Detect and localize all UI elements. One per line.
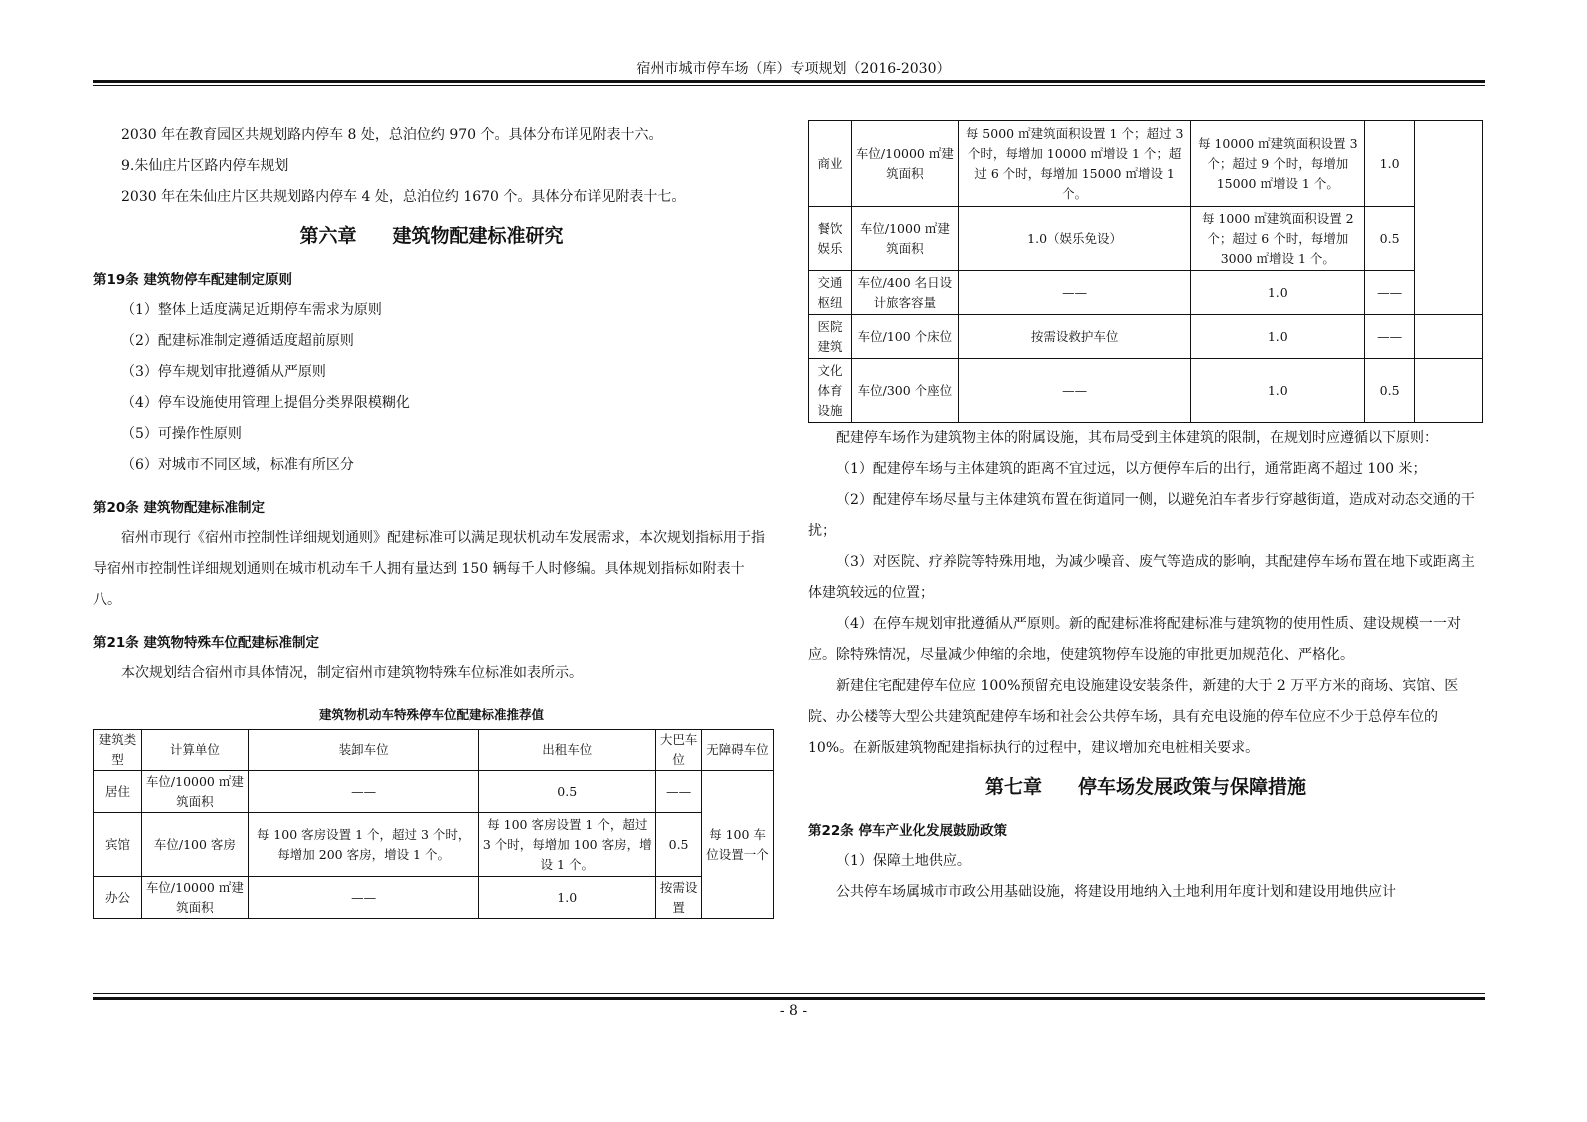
chapter-6-heading bbox=[93, 219, 770, 253]
table-cell: 商业 bbox=[809, 121, 852, 207]
article-20-text: 宿州市现行《宿州市控制性详细规划通则》配建标准可以满足现状机动车发展需求，本次规划指标用于指导宿州市控制性详细规划通则在城市机动车千人拥有量达到 150 辆每千人时修编。具体规划指标如附表十八。 bbox=[93, 530, 765, 608]
table-cell: 办公 bbox=[94, 877, 142, 919]
chapter-6-title: 建筑物配建标准研究 bbox=[392, 225, 564, 247]
table-cell: 车位/1000 ㎡建筑面积 bbox=[851, 207, 958, 271]
table-cell: 0.5 bbox=[1365, 207, 1415, 271]
article-22-title: 第22条 停车产业化发展鼓励政策 bbox=[808, 823, 1007, 839]
table-cell: 1.0 bbox=[479, 877, 656, 919]
table-cell: 0.5 bbox=[656, 813, 702, 877]
chapter-7-number: 第七章 bbox=[984, 776, 1042, 798]
table-cell: 车位/10000 ㎡建筑面积 bbox=[141, 771, 248, 813]
table-header-cell: 出租车位 bbox=[479, 730, 656, 771]
principle-item: （4）在停车规划审批遵循从严原则。新的配建标准将配建标准与建筑物的使用性质、建设规模一一对应。除特殊情况，尽量减少伸缩的余地，使建筑物停车设施的审批更加规范化、严格化。 bbox=[808, 616, 1461, 663]
table-cell: 1.0（娱乐免设） bbox=[958, 207, 1191, 271]
paragraph-jiaoyu: 2030 年在教育园区共规划路内停车 8 处，总泊位约 970 个。具体分布详见附表十六。 bbox=[121, 127, 663, 143]
table-row bbox=[809, 359, 1483, 423]
table-cell: 每 5000 ㎡建筑面积设置 1 个；超过 3 个时，每增加 10000 ㎡增设 1 个；超过 6 个时，每增加 15000 ㎡增设 1 个。 bbox=[958, 121, 1191, 207]
table-row bbox=[809, 121, 1483, 207]
principle-item: （3）停车规划审批遵循从严原则 bbox=[121, 364, 326, 380]
chapter-7-title: 停车场发展政策与保障措施 bbox=[1078, 776, 1307, 798]
principle-item: （2）配建标准制定遵循适度超前原则 bbox=[121, 333, 354, 349]
table-cell: 宾馆 bbox=[94, 813, 142, 877]
paragraph-zhuxian: 2030 年在朱仙庄片区共规划路内停车 4 处，总泊位约 1670 个。具体分布详见附表十七。 bbox=[121, 189, 686, 205]
right-column bbox=[808, 120, 1483, 908]
table-cell: 0.5 bbox=[479, 771, 656, 813]
principle-item: （4）停车设施使用管理上提倡分类界限模糊化 bbox=[121, 395, 410, 411]
chapter-6-number: 第六章 bbox=[299, 225, 357, 247]
principle-item: （5）可操作性原则 bbox=[121, 426, 242, 442]
chapter-7-heading bbox=[808, 770, 1483, 804]
table-cell-barrier-free-merged bbox=[1415, 121, 1483, 271]
principle-item: （2）配建停车场尽量与主体建筑布置在街道同一侧，以避免泊车者步行穿越街道，造成对动态交通的干扰； bbox=[808, 492, 1475, 539]
table-caption: 建筑物机动车特殊停车位配建标准推荐值 bbox=[318, 707, 544, 722]
table-cell: —— bbox=[1365, 271, 1415, 315]
table-cell bbox=[1415, 271, 1483, 315]
article-22-item-1: （1）保障土地供应。 bbox=[836, 853, 971, 869]
table-cell: 每 1000 ㎡建筑面积设置 2 个；超过 6 个时，每增加 3000 ㎡增设 1 个。 bbox=[1191, 207, 1365, 271]
table-cell: 0.5 bbox=[1365, 359, 1415, 423]
table-row bbox=[94, 813, 774, 877]
principle-item: （6）对城市不同区域，标准有所区分 bbox=[121, 457, 354, 473]
table-cell: 文化体育设施 bbox=[809, 359, 852, 423]
table-cell: 车位/10000 ㎡建筑面积 bbox=[851, 121, 958, 207]
table-header-cell: 建筑类型 bbox=[94, 730, 142, 771]
table-cell: 按需设置 bbox=[656, 877, 702, 919]
table-row bbox=[809, 271, 1483, 315]
page-number: - 8 - bbox=[779, 1003, 808, 1019]
table-cell: —— bbox=[958, 271, 1191, 315]
table-cell: —— bbox=[248, 877, 479, 919]
table-cell bbox=[1415, 315, 1483, 359]
table-header-cell: 计算单位 bbox=[141, 730, 248, 771]
special-parking-table-continued bbox=[808, 120, 1483, 423]
table-cell: 1.0 bbox=[1365, 121, 1415, 207]
table-cell: 1.0 bbox=[1191, 271, 1365, 315]
table-cell: 车位/100 个床位 bbox=[851, 315, 958, 359]
footer-rule-thin bbox=[93, 993, 1485, 994]
table-row bbox=[809, 315, 1483, 359]
paragraph-intro: 配建停车场作为建筑物主体的附属设施，其布局受到主体建筑的限制，在规划时应遵循以下原则： bbox=[836, 430, 1438, 446]
article-22-text: 公共停车场属城市市政公用基础设施，将建设用地纳入土地利用年度计划和建设用地供应计 bbox=[836, 884, 1396, 900]
table-row bbox=[94, 771, 774, 813]
table-cell: —— bbox=[656, 771, 702, 813]
principle-item: （1）配建停车场与主体建筑的距离不宜过远，以方便停车后的出行，通常距离不超过 100 米； bbox=[836, 461, 1427, 477]
principle-item: （3）对医院、疗养院等特殊用地，为减少噪音、废气等造成的影响，其配建停车场布置在地下或距离主体建筑较远的位置； bbox=[808, 554, 1475, 601]
table-cell-barrier-free: 每 100 车位设置一个 bbox=[702, 771, 774, 919]
table-cell: 居住 bbox=[94, 771, 142, 813]
table-header-cell: 无障碍车位 bbox=[702, 730, 774, 771]
header-rule-thin bbox=[93, 85, 1485, 86]
table-row bbox=[809, 207, 1483, 271]
table-header-cell: 大巴车位 bbox=[656, 730, 702, 771]
article-21-title: 第21条 建筑物特殊车位配建标准制定 bbox=[93, 635, 319, 651]
table-cell: —— bbox=[1365, 315, 1415, 359]
table-cell: 每 100 客房设置 1 个，超过 3 个时，每增加 200 客房，增设 1 个。 bbox=[248, 813, 479, 877]
principle-item: （1）整体上适度满足近期停车需求为原则 bbox=[121, 302, 382, 318]
table-header-cell: 装卸车位 bbox=[248, 730, 479, 771]
table-cell: 车位/300 个座位 bbox=[851, 359, 958, 423]
running-header: 宿州市城市停车场（库）专项规划（2016-2030） bbox=[636, 61, 951, 77]
table-cell: 1.0 bbox=[1191, 315, 1365, 359]
table-cell: 1.0 bbox=[1191, 359, 1365, 423]
left-column bbox=[93, 120, 770, 919]
table-row bbox=[94, 877, 774, 919]
header-rule-thick bbox=[93, 80, 1485, 83]
article-20-title: 第20条 建筑物配建标准制定 bbox=[93, 500, 265, 516]
footer-rule-thick bbox=[93, 997, 1485, 1000]
table-cell: 车位/100 客房 bbox=[141, 813, 248, 877]
table-cell: 医院建筑 bbox=[809, 315, 852, 359]
subsection-title-9: 9.朱仙庄片区路内停车规划 bbox=[121, 158, 289, 174]
table-cell: 车位/10000 ㎡建筑面积 bbox=[141, 877, 248, 919]
table-cell: —— bbox=[958, 359, 1191, 423]
article-21-text: 本次规划结合宿州市具体情况，制定宿州市建筑物特殊车位标准如表所示。 bbox=[121, 665, 583, 681]
table-cell: 餐饮娱乐 bbox=[809, 207, 852, 271]
table-cell: 按需设救护车位 bbox=[958, 315, 1191, 359]
table-cell bbox=[1415, 359, 1483, 423]
table-cell: 每 100 客房设置 1 个，超过 3 个时，每增加 100 客房，增设 1 个。 bbox=[479, 813, 656, 877]
table-header-row bbox=[94, 730, 774, 771]
special-parking-table bbox=[93, 729, 774, 919]
table-cell: 每 10000 ㎡建筑面积设置 3 个；超过 9 个时，每增加 15000 ㎡增设 1 个。 bbox=[1191, 121, 1365, 207]
table-cell: 交通枢纽 bbox=[809, 271, 852, 315]
table-cell: 车位/400 名日设计旅客容量 bbox=[851, 271, 958, 315]
article-19-title: 第19条 建筑物停车配建制定原则 bbox=[93, 272, 292, 288]
paragraph-charging: 新建住宅配建停车位应 100%预留充电设施建设安装条件，新建的大于 2 万平方米的商场、宾馆、医院、办公楼等大型公共建筑配建停车场和社会公共停车场，具有充电设施的停车位应不少于总停车位的 10%。在新版建筑物配建指标执行的过程中，建议增加充电桩相关要求。 bbox=[808, 678, 1459, 756]
table-cell: —— bbox=[248, 771, 479, 813]
